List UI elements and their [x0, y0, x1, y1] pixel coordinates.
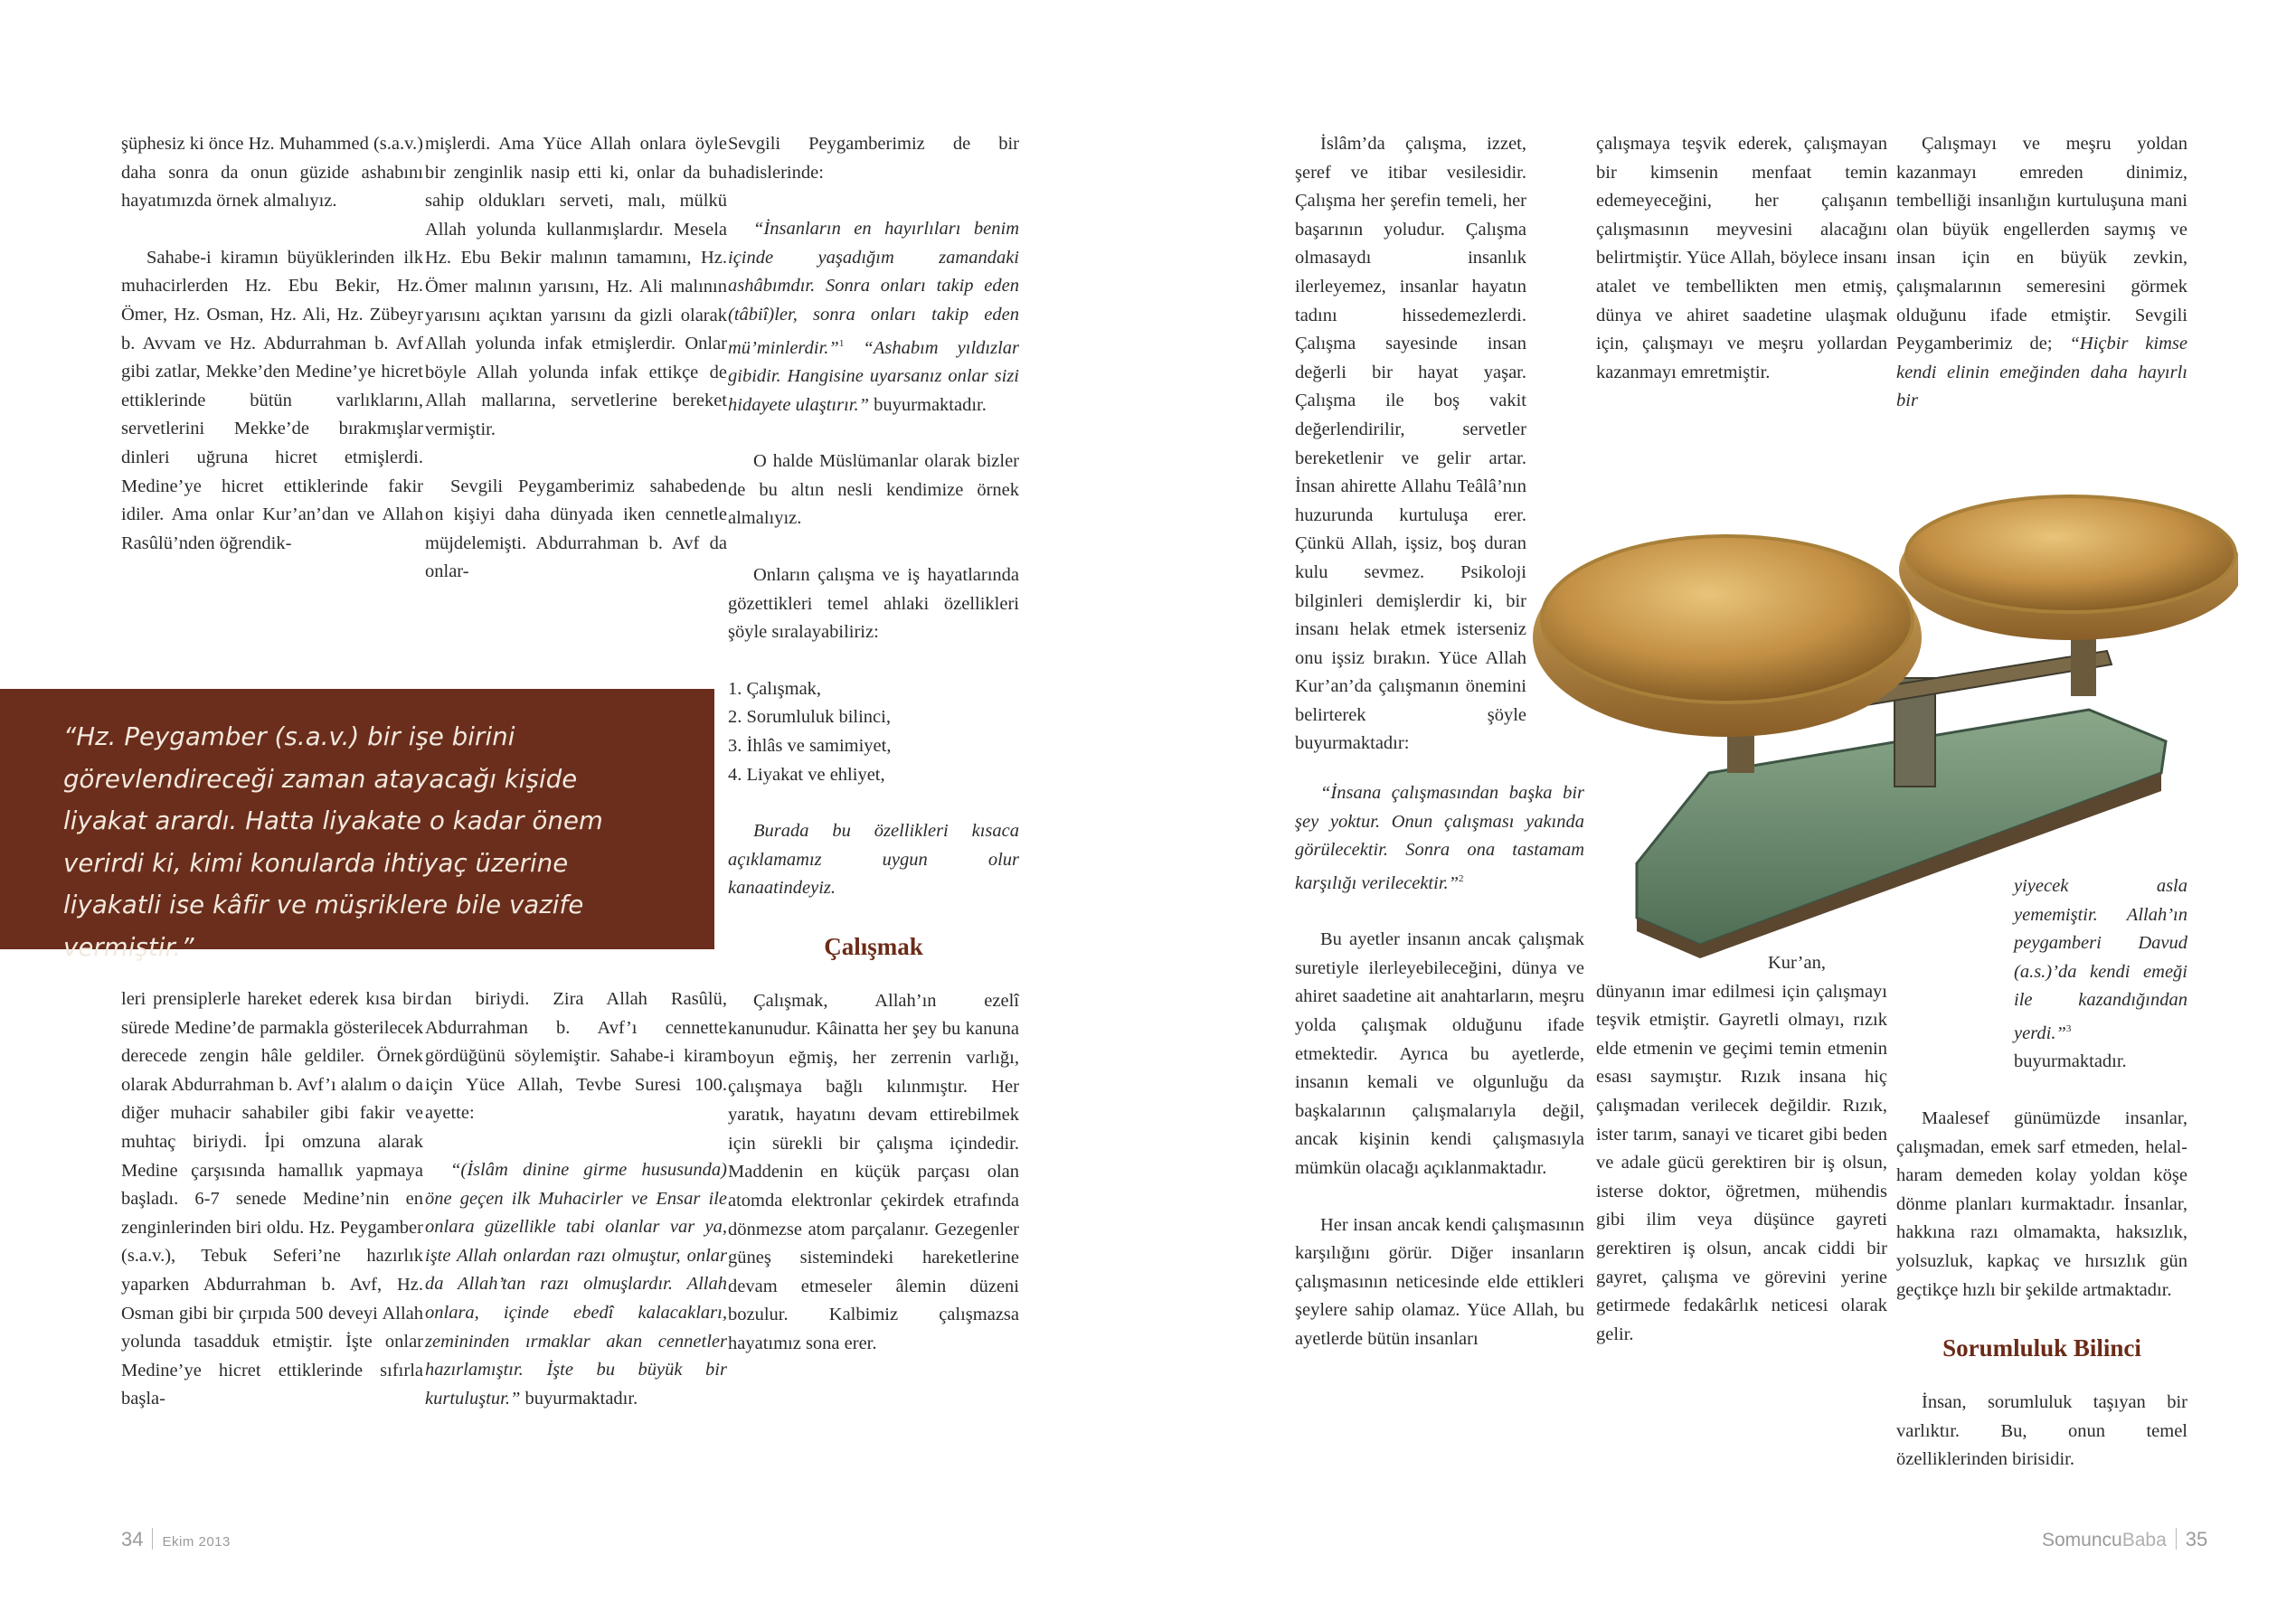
left-col-3: [728, 130, 1019, 1387]
brass-balance-scale-icon: [1528, 484, 2238, 958]
hadith-quote: “Ashabım yıldızlar gibidir. Hangisine uyarsanız onlar sizi hidayete ulaştırır.”: [728, 337, 1019, 415]
qualities-list: [728, 675, 1019, 789]
section-heading: Çalışmak: [824, 932, 923, 960]
folio-divider: [152, 1528, 153, 1550]
footnote-ref: 1: [838, 337, 845, 349]
hadith-quote: yiyecek asla yememiştir. Allah’ın peygamberi Davud (a.s.)’da kendi emeği ile kazandığından yerdi.”: [2014, 876, 2187, 1043]
footnote-ref: 3: [2065, 1022, 2072, 1034]
scale-right-post: [2071, 633, 2096, 696]
paragraph: dan biriydi. Zira Allah Rasûlü, Abdurrahman b. Avf’ı cennette gördüğünü söylemiştir. Sahabe-i kiram için Yüce Allah, Tevbe Suresi 100. ayette:: [425, 989, 727, 1124]
folio-divider: [2176, 1528, 2177, 1550]
paragraph: çalışmaya teşvik ederek, çalışmayan bir kimsenin menfaat temin edemeyeceğini, her çalışanın çalışmasının meyvesini alacağını belirtmiştir. Yüce Allah, böylece insanı atalet ve tembellikten men etmiş, dünya ve ahiret saadetine ulaşmak için, çalışmayı ve meşru yollardan kazanmayı emretmiştir.: [1596, 134, 1887, 382]
paragraph: İslâm’da çalışma, izzet, şeref ve itibar vesilesidir. Çalışma her şerefin temeli, her başarının yoludur. Çalışma olmasaydı insanlık ilerleyemez, insanlar hayatın tadını hissedemezlerdi. Çalışma sayesinde insan değerli bir hayat yaşar. Çalışma ile boş vakit değerlendirilir, servetler bereketlenir ve gelir artar. İnsan ahirette Allahu Teâlâ’nın huzurunda kurtuluşa erer. Çünkü Allah, işsiz, boş duran kulu sevmez. Psikoloji bilginleri demişlerdir ki, bir insanı helak etmek isterseniz onu işsiz bırakın. Yüce Allah Kur’an’da çalışmanın önemini belirterek şöyle buyurmaktadır:: [1295, 134, 1526, 754]
issue-date: Ekim 2013: [162, 1534, 231, 1550]
list-item: 1. Çalışmak,: [728, 678, 822, 699]
right-col-3-top: [1896, 130, 2187, 444]
paragraph: leri prensiplerle hareket ederek kısa bir sürede Medine’de parmakla gösterilecek derecede zengin hâle geldiler. Örnek olarak Abdurrahman b. Avf’ı alalım o da diğer muhacir sahabiler gibi fakir ve muhtaç biriydi. İpi omzuna alarak Medine çarşısında hamallık yapmaya başladı. 6-7 senede Medine’nin en zenginlerinden biri oldu. Hz. Peygamber (s.a.v.), Tebuk Seferi’ne hazırlık yaparken Abdurrahman b. Avf, Hz. Osman gibi bir çırpıda 500 deveyi Allah yolunda tasadduk etmiştir. İşte onlar Medine’ye hicret ettiklerinde sıfırla başla-: [121, 989, 423, 1409]
hadith-quote: “İnsanların en hayırlıları benim içinde yaşadığım zamandaki ashâbımdır. Sonra onları takip eden (tâbiî)ler, sonra onları takip eden mü’minlerdir.”: [728, 219, 1019, 358]
paragraph: [728, 215, 1019, 419]
paragraph: Burada bu özellikleri kısaca açıklamamız uygun olur kanaatindeyiz.: [728, 821, 1019, 899]
page-number: 34: [121, 1528, 144, 1550]
footnote-ref: 2: [1459, 872, 1464, 884]
paragraph: Her insan ancak kendi çalışmasının karşılığını görür. Diğer insanların çalışmasının neticesinde elde ettikleri şeylere sahip olamaz. Yüce Allah, bu ayetlerde bütün insanları: [1295, 1214, 1584, 1349]
paragraph: [1896, 130, 2187, 416]
paragraph: Sevgili Peygamberimiz sahabeden on kişiyi daha dünyada iken cennetle müjdelemişti. Abdurrahman b. Avf da onlar-: [425, 476, 727, 582]
section-heading: Sorumluluk Bilinci: [1942, 1334, 2141, 1362]
pull-quote: [0, 689, 714, 962]
left-col-2-bottom: [425, 985, 727, 1441]
verse-quote: “(İslâm dinine girme hususunda) öne geçen ilk Muhacirler ve Ensar ile onlara güzellikle tabi olanlar var ya, işte Allah onlardan razı olmuştur, onlar da Allah’tan razı olmuşlardır. Allah onlara, içinde ebedî kalacakları, zemininden ırmaklar akan cennetler hazırlamıştır. İşte bu büyük bir kurtuluştur.”: [425, 1159, 727, 1409]
quote-tail: buyurmaktadır.: [2014, 1051, 2127, 1072]
verse-tail: buyurmaktadır.: [520, 1388, 638, 1409]
paragraph: Sevgili Peygamberimiz de bir hadislerinde:: [728, 134, 1019, 183]
paragraph: Bu ayetler insanın ancak çalışmak suretiyle ilerleyebileceğini, dünya ve ahiret saadetine ait anahtarların, meşru yolda çalışmak olduğunu ifade etmektedir. Ayrıca bu ayetlerde, insanın kemali ve olgunluğu da başkalarının çalışmalarıyla değil, ancak kişinin kendi çalışmasıyla mümkün olacağı açıklanmaktadır.: [1295, 929, 1584, 1179]
paragraph: Maalesef günümüzde insanlar, çalışmadan, emek sarf etmeden, helal-haram demeden kolay yoldan köşe dönme planları kurmaktadır. İnsanlar, hakkına razı olmamakta, haksızlık, yolsuzluk, kapkaç ve hırsızlık gün geçtikçe hızlı bir şekilde artmaktadır.: [1896, 1107, 2187, 1300]
page-number: 35: [2185, 1528, 2208, 1550]
paragraph: Sahabe-i kiramın büyüklerinden ilk muhacirlerden Hz. Ebu Bekir, Hz. Ömer, Hz. Osman, Hz. Ali, Hz. Zübeyr b. Avvam ve Hz. Abdurrahman b. Avf gibi zatlar, Mekke’den Medine’ye hicret ettiklerinde bütün varlıklarını, servetlerini Mekke’de bırakmışlar dinleri uğruna hicret etmişlerdi. Medine’ye hicret ettiklerinde fakir idiler. Ama onlar Kur’an’dan ve Allah Rasûlü’nden öğrendik-: [121, 247, 423, 553]
right-col-3-bottom: [1896, 872, 2187, 1503]
left-pan-inner: [1542, 536, 1913, 702]
right-pan-inner: [1906, 496, 2235, 612]
paragraph: [425, 1156, 727, 1413]
hadith-quote: “Hiçbir kimse kendi elinin emeğinden daha hayırlı bir: [1896, 334, 2188, 411]
list-item: 3. İhlâs ve samimiyet,: [728, 735, 892, 756]
paragraph: İnsan, sorumluluk taşıyan bir varlıktır. Bu, onun temel özelliklerinden birisidir.: [1896, 1392, 2187, 1470]
left-col-1-bottom: [121, 985, 423, 1442]
pull-quote-text: “Hz. Peygamber (s.a.v.) bir işe birini görevlendireceği zaman atayacağı kişide liyakat arardı. Hatta liyakate o kadar önem verirdi ki, kimi konularda ihtiyaç üzerine liyakatli ise kâfir ve müşriklere bile vazife vermiştir.”: [63, 722, 603, 962]
verse-quote: “İnsana çalışmasından başka bir şey yoktur. Onun çalışması yakında görülecektir. Sonra ona tastamam karşılığı verilecektir.”: [1295, 783, 1584, 893]
quote-tail: buyurmaktadır.: [869, 394, 987, 415]
magazine-logo: SomuncuBaba: [2042, 1530, 2167, 1550]
left-folio: [121, 1528, 231, 1551]
list-item: 2. Sorumluluk bilinci,: [728, 707, 891, 728]
right-col-2-top: [1596, 130, 1887, 415]
paragraph-text: Çalışmayı ve meşru yoldan kazanmayı emreden dinimiz, tembelliği insanlığın kurtuluşuna mani olan büyük engellerden saymış ve insan için en büyük zevkin, çalışmalarının semeresini görmek olduğunu ifade etmiştir. Sevgili Peygamberimiz de;: [1896, 134, 2187, 354]
list-item: 4. Liyakat ve ehliyet,: [728, 764, 885, 785]
paragraph: Kur’an, dünyanın imar edilmesi için çalışmayı teşvik etmiştir. Gayretli olmayı, rızık elde etmenin ve geçimi temin etmenin esası saymıştır. Rızık insana hiç çalışmadan verilecek değildir. Rızık, ister tarım, sanayi ve ticaret gibi beden ve adale gücü gerektiren bir iş olsun, isterse doktor, öğretmen, mühendis gibi ilim veya düşünce gayreti gerektiren iş olsun, ancak ciddi bir gayret, çalışma ve görevini yerine getirmede fedakârlık neticesi olarak gelir.: [1596, 953, 1887, 1344]
right-folio: [2042, 1528, 2207, 1551]
paragraph: Onların çalışma ve iş hayatlarında gözettikleri temel ahlaki özellikleri şöyle sıralayabiliriz:: [728, 564, 1019, 643]
left-col-2-top: [425, 130, 727, 615]
paragraph: şüphesiz ki önce Hz. Muhammed (s.a.v.) daha sonra da onun güzide ashabını hayatımızda örnek almalıyız.: [121, 134, 423, 212]
right-col-2-bottom: [1596, 949, 1887, 1377]
left-col-1-top: [121, 130, 423, 586]
paragraph: mişlerdi. Ama Yüce Allah onlara öyle bir zenginlik nasip etti ki, onlar da bu sahip oldukları serveti, malı, mülkü Allah yolunda kullanmışlardır. Mesela Hz. Ebu Bekir malının tamamını, Hz. Ömer malının yarısını, Hz. Ali malının yarısını açıktan yarısını da gizli olarak Allah yolunda infak etmişlerdir. Onlar böyle Allah yolunda infak ettikçe de Allah mallarına, servetlerine bereket vermiştir.: [425, 134, 727, 439]
paragraph: Çalışmak, Allah’ın ezelî kanunudur. Kâinatta her şey bu kanuna boyun eğmiş, her zerrenin varlığı, çalışmaya bağlı kılınmıştır. Her yaratık, hayatını devam ettirebilmek için sürekli bir çalışma içindedir. Maddenin en küçük parçası olan atomda elektronlar çekirdek etrafında dönmezse atom parçalanır. Gezegenler güneş sistemindeki hareketlerine devam etmeseler âlemin düzeni bozulur. Kalbimiz çalışmazsa hayatımız sona erer.: [728, 990, 1019, 1354]
paragraph: O halde Müslümanlar olarak bizler de bu altın nesli kendimize örnek almalıyız.: [728, 451, 1019, 529]
